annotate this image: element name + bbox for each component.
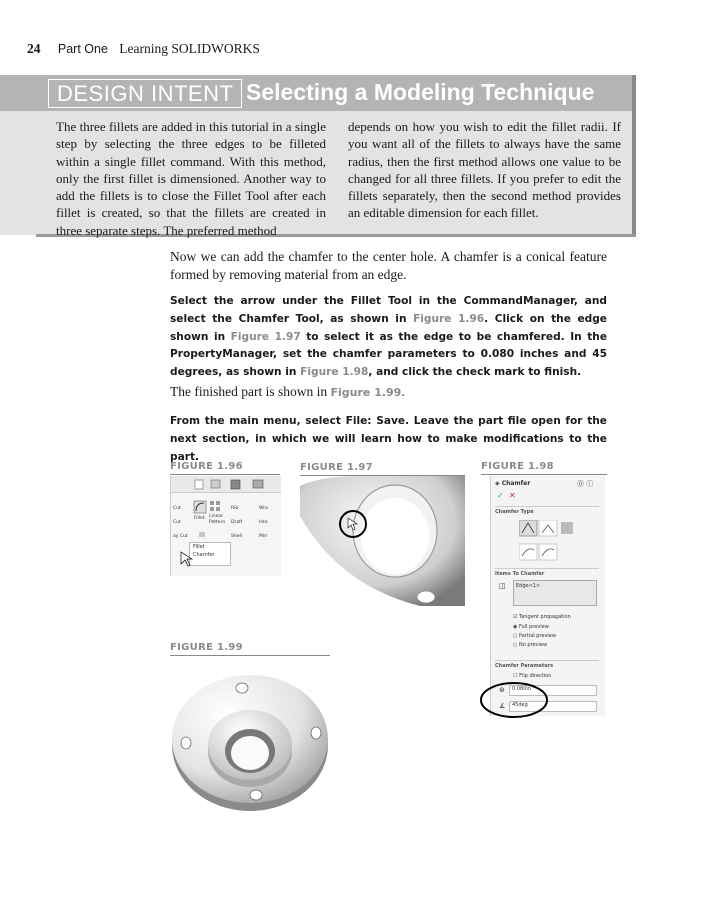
distance-icon: ⊛ (499, 686, 505, 694)
face-face-icon (539, 544, 557, 560)
edge-select-icon: ◫ (499, 582, 506, 590)
bolt-hole (311, 727, 321, 739)
center-hole (231, 736, 269, 770)
fillet-tool-icon[interactable] (193, 500, 207, 530)
figure-197-edge-selection (300, 476, 465, 606)
pm-title: ◈ Chamfer (495, 480, 531, 487)
figure-label-198: FIGURE 1.98 (481, 461, 607, 475)
chamfer-feature-icon: ◈ (495, 480, 502, 487)
design-intent-title: Selecting a Modeling Technique (246, 79, 595, 105)
parameters-highlight-ellipse (478, 680, 550, 720)
bolt-hole (250, 790, 262, 800)
page-number: 24 (27, 41, 41, 56)
instruction-text: , and click the check mark to finish. (368, 366, 582, 379)
instruction-save: From the main menu, select File: Save. Leave the part file open for the next section, in which we will learn how to make modifications to the part. (170, 415, 607, 463)
partial-preview-radio[interactable]: ○ Partial preview (513, 633, 556, 639)
body-paragraph-finished (170, 383, 607, 402)
part-label: Part One (57, 42, 108, 56)
menu-item-fillet[interactable]: Fillet (193, 544, 205, 550)
figure-label-197: FIGURE 1.97 (300, 462, 465, 476)
toolbar-rib-label[interactable]: Rib (231, 506, 239, 511)
design-intent-column-left: The three fillets are added in this tutorial in a single step by selecting the three edges to be filleted within a single fillet command. With this method, only the first fillet is dimensioned. Another way to add the fillets is to close the Fillet Tool after each fillet is created, so that the fillets are created in three separate steps. The preferred method (56, 119, 326, 238)
instruction-text: . Click on the edge shown in (170, 312, 607, 343)
help-icon[interactable]: ⓪ ⓘ (577, 480, 594, 488)
full-preview-radio[interactable]: ◉ Full preview (513, 624, 549, 630)
angle-field[interactable]: 45deg (509, 701, 597, 712)
no-preview-radio[interactable]: ○ No preview (513, 642, 548, 648)
figure-ref-198[interactable]: Figure 1.98 (300, 366, 369, 379)
angle-icon: ∡ (499, 702, 506, 710)
toolbar-linear-label[interactable]: Linear (209, 514, 223, 519)
section-chamfer-parameters[interactable]: Chamfer Parameters (495, 660, 599, 669)
figure-label-199: FIGURE 1.99 (170, 642, 330, 656)
new-doc-icon (195, 480, 203, 489)
figure-label-196: FIGURE 1.96 (170, 461, 280, 475)
toolbar-strip (171, 476, 281, 493)
offset-face-icon (519, 544, 537, 560)
figure-196-commandmanager (170, 476, 281, 576)
figure-199-finished-part (170, 655, 335, 815)
open-icon (211, 480, 220, 488)
toolbar-wrap-label[interactable]: Wra (259, 506, 268, 511)
toolbar-cut-1: Cut (173, 506, 181, 511)
design-intent-tag: DESIGN INTENT (48, 79, 242, 108)
fillet-dropdown-arrow[interactable] (199, 532, 205, 537)
toolbar-fillet-label[interactable]: Fillet (194, 516, 205, 521)
save-icon (231, 480, 240, 489)
cancel-x-icon[interactable]: ✕ (509, 491, 516, 500)
design-intent-edge (632, 75, 636, 235)
edge-item[interactable]: Edge<1> (516, 583, 541, 589)
vertex-icon (561, 522, 573, 534)
toolbar-intersect-label[interactable]: Inte (259, 520, 268, 525)
tangent-propagation-checkbox[interactable]: ☑ Tangent propagation (513, 614, 571, 620)
section-items-to-chamfer[interactable]: Items To Chamfer (495, 568, 599, 577)
print-icon (253, 480, 263, 488)
design-intent-column-right: depends on how you wish to edit the fillet radii. If you want all of the fillets to always have the same radius, then the first method allows one value to be changed for all three fillets. If you prefer to edit the fillets separately, then the second method provides an editable dimension for each fillet. (348, 119, 621, 221)
figure-ref-199[interactable]: Figure 1.99 (330, 386, 402, 399)
bolt-hole (236, 683, 248, 693)
figure-ref-196[interactable]: Figure 1.96 (413, 312, 485, 325)
paragraph-text: . (401, 384, 405, 399)
toolbar-pattern-label[interactable]: Pattern (209, 520, 226, 525)
instruction-text: Select the arrow under the Fillet Tool in the CommandManager, and select the Chamfer Tool, as shown in (170, 295, 607, 325)
instruction-text: to select it as the edge to be chamfered. In the PropertyManager, set the chamfer parameters to 0.080 inches and 45 degrees, as shown in (170, 330, 607, 379)
book-title: Learning SOLIDWORKS (119, 41, 260, 56)
menu-item-chamfer[interactable]: Chamfer (193, 552, 215, 558)
section-chamfer-type[interactable]: Chamfer Type (495, 506, 599, 515)
hole-bore (361, 498, 429, 574)
toolbar-draft-label[interactable]: Draft (231, 520, 243, 525)
toolbar-icons (171, 476, 281, 492)
items-to-chamfer-list[interactable] (513, 580, 597, 606)
toolbar-cut-2: Cut (173, 520, 181, 525)
bolt-hole (181, 737, 191, 749)
distance-field[interactable]: 0.080in (509, 685, 597, 696)
mouse-cursor-icon (179, 550, 199, 570)
toolbar-cut-3: ay Cut (173, 534, 188, 539)
bolt-hole (417, 591, 435, 603)
paragraph-text: The finished part is shown in (170, 384, 331, 399)
running-head (27, 41, 260, 57)
linear-pattern-icon[interactable] (209, 500, 223, 514)
toolbar-mirror-label[interactable]: Mirr (259, 534, 268, 539)
toolbar-shell-label[interactable]: Shell (231, 534, 242, 539)
ok-check-icon[interactable]: ✓ (497, 491, 504, 500)
instruction-chamfer (170, 293, 607, 382)
figure-ref-197[interactable]: Figure 1.97 (230, 330, 301, 343)
chamfer-type-icons[interactable] (519, 520, 579, 570)
body-paragraph-chamfer: Now we can add the chamfer to the center hole. A chamfer is a conical feature formed by removing material from an edge. (170, 249, 607, 282)
distance-distance-icon (539, 520, 557, 536)
flip-direction-checkbox[interactable]: ☐ Flip direction (513, 673, 552, 679)
